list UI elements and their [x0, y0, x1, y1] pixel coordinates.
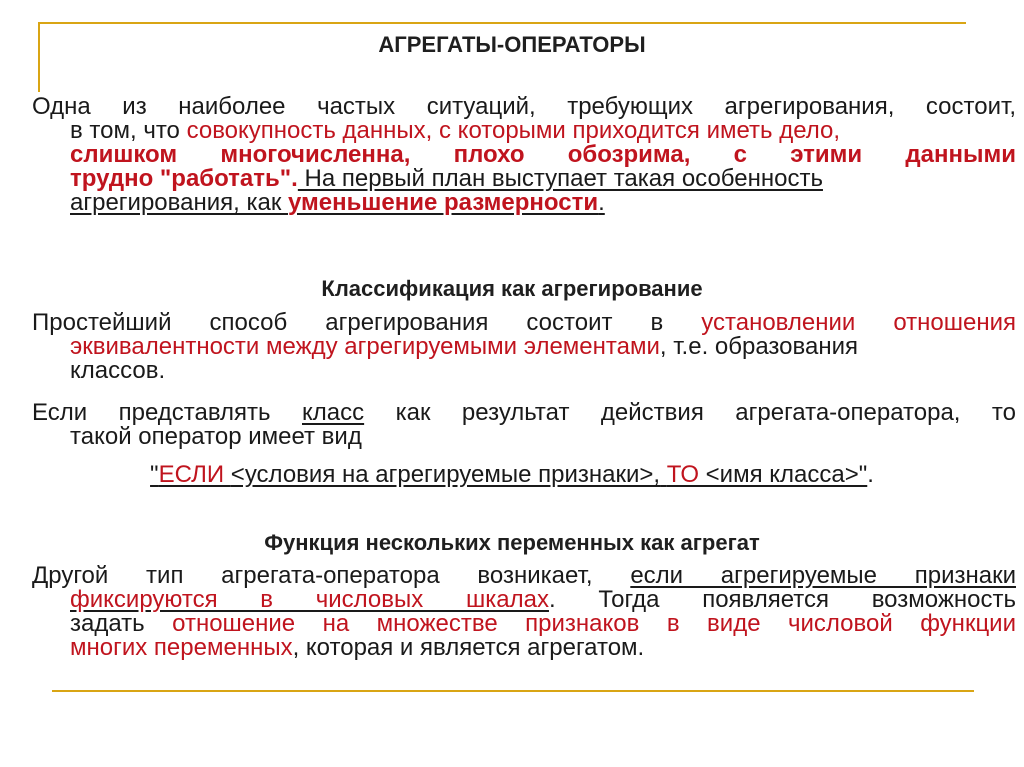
p4-line-2: фиксируются в числовых шкалах. Тогда появляется возможность [70, 586, 1016, 613]
paragraph-intro [32, 95, 1016, 215]
p4-line-1: Другой тип агрегата-оператора возникает, если агрегируемые признаки [32, 562, 1016, 589]
section-heading-classification: Классификация как агрегирование [321, 276, 703, 301]
p2-line-1: Простейший способ агрегирования состоит в установлении отношения [32, 309, 1016, 336]
paragraph-classification [32, 311, 1016, 383]
paragraph-function [32, 564, 1016, 660]
section-heading-function: Функция нескольких переменных как агрегат [264, 530, 760, 555]
highlight-dimension-reduction: уменьшение размерности [288, 189, 599, 216]
highlight-data-set: совокупность данных, с которыми приходится иметь дело, [186, 117, 841, 144]
p1-line-5: агрегирования, как уменьшение размерности. [70, 189, 605, 216]
p1-line-3: слишком многочисленна, плохо обозрима, с этими данными [70, 141, 1016, 168]
p3-line-1: Если представлять класс как результат действия агрегата-оператора, то [32, 399, 1016, 426]
p1-line-1: Одна из наиболее частых ситуаций, требующих агрегирования, состоит, [32, 93, 1016, 120]
p1-line-2: в том, что совокупность данных, с которыми приходится иметь дело, [70, 117, 841, 144]
page-title: АГРЕГАТЫ-ОПЕРАТОРЫ [378, 32, 646, 57]
p4-line-4: многих переменных, которая и является агрегатом. [70, 634, 645, 661]
paragraph-class-operator [32, 401, 1016, 449]
p1-line-4: трудно "работать". На первый план выступает такая особенность [70, 165, 823, 192]
p3-line-2: такой оператор имеет вид [70, 423, 362, 450]
frame-bottom-line [52, 690, 974, 692]
frame-top-line [38, 22, 966, 24]
p2-line-3: классов. [70, 357, 166, 384]
p2-line-2: эквивалентности между агрегируемыми элементами, т.е. образования [70, 333, 858, 360]
p4-line-3: задать отношение на множестве признаков в виде числовой функции [70, 610, 1016, 637]
operator-formula: "ЕСЛИ <условия на агрегируемые признаки>, ТО <имя класса>". [150, 461, 874, 488]
